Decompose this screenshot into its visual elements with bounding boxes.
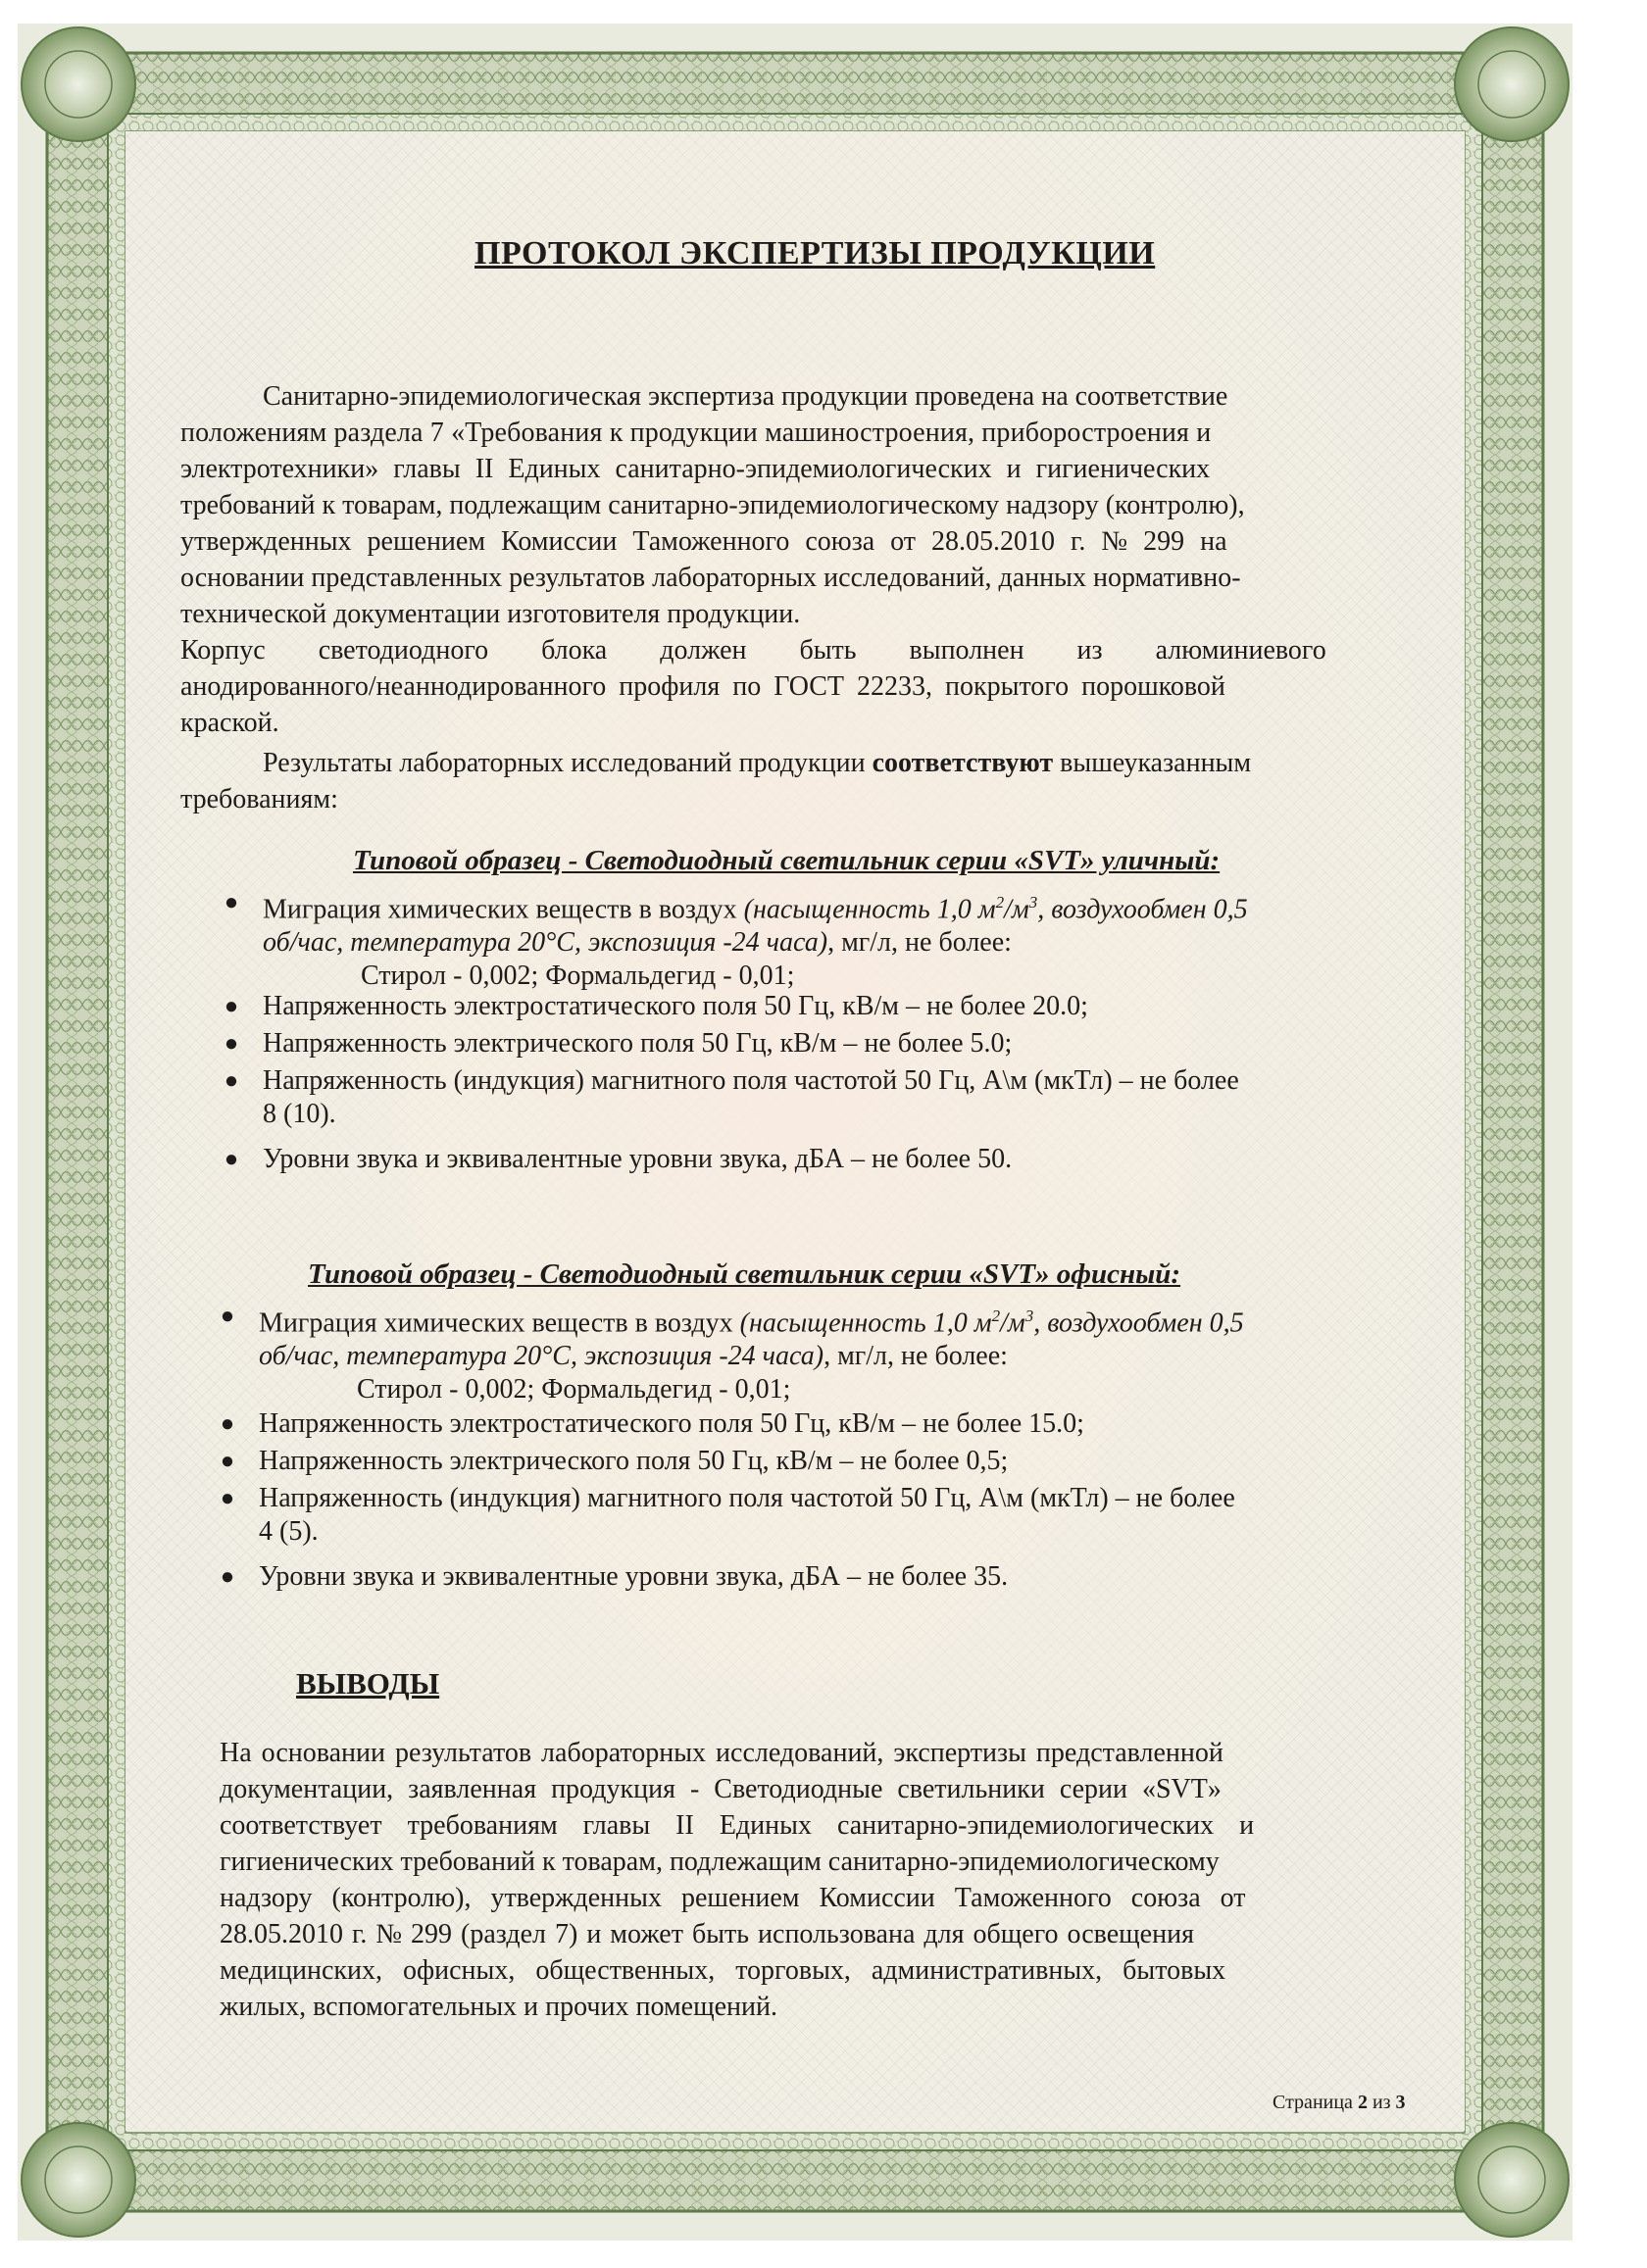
page-of: из [1367,2092,1396,2113]
bullet-dot-icon: ● [220,1449,235,1474]
intro-line: основании представленных результатов лабораторных исследований, данных нормативно- [180,563,1241,593]
bullet-migration [218,886,1463,994]
sup: 3 [1028,893,1038,912]
intro-line: электротехники» главы II Единых санитарно-эпидемиологических и гигиенических [180,454,1211,484]
bullet-text: Уровни звука и эквивалентные уровни звука, дБА – не более 35. [259,1561,1009,1592]
body-line: анодированного/неаннодированного профиля по ГОСТ 22233, покрытого порошковой [180,671,1225,702]
migration-line-1 [259,1300,1459,1340]
sup: 2 [995,893,1005,912]
body-line: краской. [180,708,279,738]
results-line [263,745,1251,781]
bullet-text [263,1064,1239,1131]
page-label: Страница [1273,2092,1358,2113]
migration-text: , мг/л, не более: [824,1341,1008,1372]
migration-line-3: Стирол - 0,002; Формальдегид - 0,01; [357,1374,791,1405]
bullet-dot-icon: ● [220,1411,235,1437]
bullet-item [214,1407,1459,1443]
conclusion-line: жилых, вспомогательных и прочих помещений. [220,1992,778,2022]
migration-italic: об/час, температура 20°С, экспозиция -24 часа) [259,1341,824,1372]
migration-line-1 [263,886,1463,926]
bullet-item [214,1482,1459,1553]
bullet-dot-icon: ● [224,1031,239,1057]
bullet-text: Напряженность электростатического поля 50 Гц, кВ/м – не более 20.0; [263,991,1088,1021]
migration-text: Миграция химических веществ в воздух [259,1307,740,1339]
page-title: ПРОТОКОЛ ЭКСПЕРТИЗЫ ПРОДУКЦИИ [474,235,1156,271]
page-number [1273,2092,1406,2114]
intro-line: положениям раздела 7 «Требования к продукции машиностроения, приборостроения и [180,418,1212,448]
results-prefix: Результаты лабораторных исследований продукции [263,748,873,778]
bullet-migration [214,1300,1459,1407]
conclusions-heading: ВЫВОДЫ [296,1666,440,1701]
bullet-text [259,1300,1459,1406]
sup: 3 [1024,1307,1034,1325]
sup: 2 [991,1307,1001,1325]
bullet-text [263,886,1463,993]
intro-line: утвержденных решением Комиссии Таможенного союза от 28.05.2010 г. № 299 на [180,526,1227,557]
page-total: 3 [1395,2092,1406,2113]
section-heading: Типовой образец - Светодиодный светильник серии «SVT» офисный: [308,1258,1181,1290]
conclusion-line: документации, заявленная продукция - Светодиодные светильники серии «SVT» [220,1774,1222,1804]
conclusion-line: гигиенических требований к товарам, подлежащим санитарно-эпидемиологическому [220,1847,1220,1877]
bullet-text-line: 4 (5). [259,1516,319,1547]
migration-text: Миграция химических веществ в воздух [263,894,744,925]
bullet-item [218,990,1463,1025]
migration-italic: /м [1000,1307,1025,1339]
bullet-text: Напряженность электростатического поля 50 Гц, кВ/м – не более 15.0; [259,1408,1084,1439]
migration-italic: , воздухообмен 0,5 [1033,1307,1244,1339]
migration-line-3: Стирол - 0,002; Формальдегид - 0,01; [361,961,795,992]
migration-italic: , воздухообмен 0,5 [1037,894,1248,925]
migration-italic: /м [1004,894,1029,925]
bullet-dot-icon: ● [224,890,239,915]
results-verdict: соответствуют [872,748,1054,778]
bullet-text: Напряженность электрического поля 50 Гц, кВ/м – не более 5.0; [263,1028,1013,1059]
bullet-dot-icon: ● [220,1304,235,1329]
bullet-dot-icon: ● [220,1564,235,1590]
intro-line: требований к товарам, подлежащим санитарно-эпидемиологическому надзору (контролю), [180,490,1245,520]
migration-line-2 [259,1340,1459,1373]
migration-italic: (насыщенность 1,0 м [739,1307,992,1339]
bullet-text: Напряженность электрического поля 50 Гц, кВ/м – не более 0,5; [259,1446,1009,1476]
bullet-dot-icon: ● [224,1147,239,1172]
bullet-dot-icon: ● [224,994,239,1019]
body-line: Корпус светодиодного блока должен быть выполнен из алюминиевого [180,635,1326,666]
section-heading: Типовой образец - Светодиодный светильник серии «SVT» уличный: [353,845,1221,876]
page-current: 2 [1357,2092,1368,2113]
bullet-dot-icon: ● [224,1068,239,1094]
bullet-text-line: Напряженность (индукция) магнитного поля частотой 50 Гц, А\м (мкТл) – не более [263,1065,1239,1096]
conclusion-line: На основании результатов лабораторных исследований, экспертизы представленной [220,1738,1223,1768]
conclusion-line: соответствует требованиям главы II Единых санитарно-эпидемиологических и [220,1810,1255,1841]
bullet-item [218,1143,1463,1178]
results-suffix: вышеуказанным [1053,748,1252,778]
bullet-text-line: 8 (10). [263,1099,336,1129]
migration-italic: (насыщенность 1,0 м [743,894,996,925]
bullet-item [214,1560,1459,1596]
bullet-item [214,1445,1459,1480]
document-content [125,131,1465,2131]
conclusion-line: 28.05.2010 г. № 299 (раздел 7) и может быть использована для общего освещения [220,1919,1194,1949]
migration-italic: об/час, температура 20°С, экспозиция -24 часа) [263,927,828,959]
conclusion-line: медицинских, офисных, общественных, торговых, административных, бытовых [220,1955,1226,1986]
bullet-item [218,1064,1463,1135]
bullet-item [218,1027,1463,1062]
certificate-sheet [18,24,1572,2241]
intro-line: технической документации изготовителя продукции. [180,599,801,629]
migration-text: , мг/л, не более: [827,927,1012,959]
bullet-text: Уровни звука и эквивалентные уровни звука, дБА – не более 50. [263,1144,1013,1174]
conclusion-line: надзору (контролю), утвержденных решением Комиссии Таможенного союза от [220,1883,1246,1913]
bullet-text [259,1482,1235,1549]
bullet-text-line: Напряженность (индукция) магнитного поля частотой 50 Гц, А\м (мкТл) – не более [259,1483,1235,1513]
bullet-dot-icon: ● [220,1486,235,1511]
migration-line-2 [263,926,1463,960]
intro-line: Санитарно-эпидемиологическая экспертиза продукции проведена на соответствие [263,381,1228,412]
results-line2: требованиям: [180,784,338,814]
